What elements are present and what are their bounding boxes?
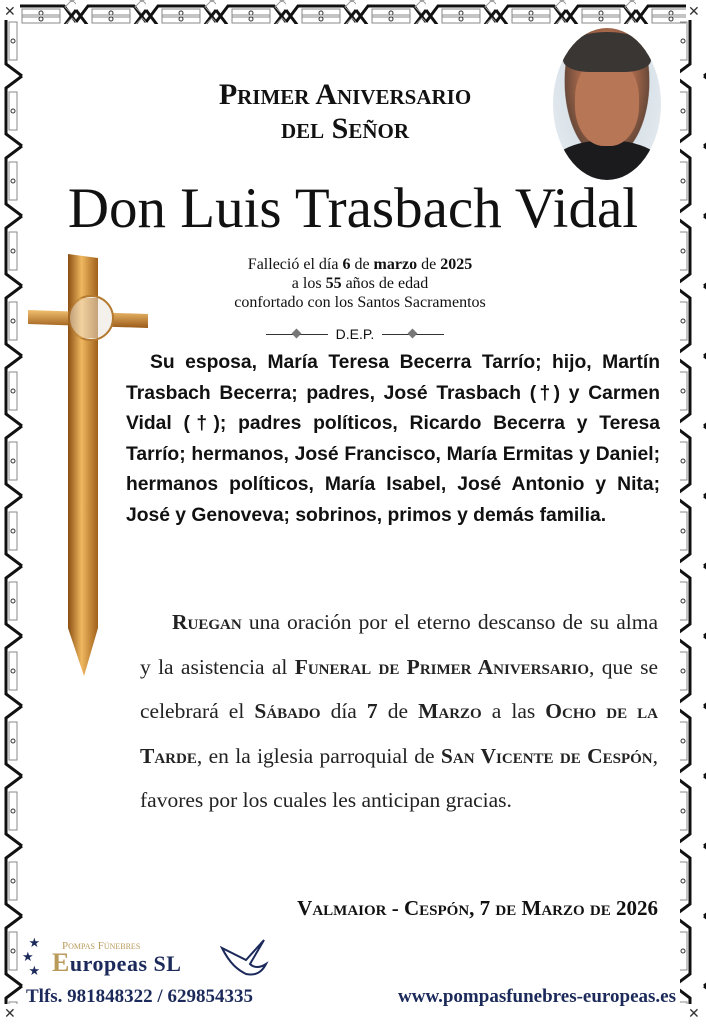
anniversary-title [150,78,540,146]
death-date-line [150,255,570,274]
emphasis-text: Funeral de Primer Aniversario [294,654,590,679]
dep-label: D.E.P. [335,326,375,342]
logo-subtitle: Pompas Fúnebres [62,940,141,952]
text-segment: , en la iglesia parroquial de [196,743,441,768]
age: 55 [325,275,342,292]
title-line-1: Primer Aniversario [218,78,472,111]
funeral-home-logo [20,934,280,984]
text: a los [291,275,326,292]
funeral-request-paragraph [140,600,658,823]
dep-divider [240,326,470,342]
emphasis-text: Ocho de la Tarde [140,699,658,768]
svg-text:✕: ✕ [4,1007,16,1022]
emphasis-text: Marzo [418,699,482,723]
text-segment: a las [481,699,546,723]
text-segment: , que se celebrará el [140,654,659,723]
emphasis-text: Ruegan [172,610,242,634]
month: marzo [373,256,418,273]
sacraments-line: confortado con los Santos Sacramentos [234,294,486,311]
ornament-rule-right [382,334,444,335]
age-line [150,274,570,293]
family-paragraph: Su esposa, María Teresa Becerra Tarrío; hijo, Martín Trasbach Becerra; padres, José Trasbach (†) y Carmen Vidal (†); padres políticos, Ricardo Becerra y Teresa Tarrío; hermanos, José Francisco, María Ermitas y Daniel; hermanos políticos, María Isabel, José Antonio y Nita; José y Genoveva; sobrinos, primos y demás familia. [126,352,660,526]
emphasis-text: Sábado [254,699,321,723]
deceased-photo [553,28,661,180]
text-segment: día [320,699,367,723]
text: de [417,256,441,273]
stars-icon: ★ ★ ★ [22,935,41,978]
logo-initial: E [52,948,70,977]
dove-icon [216,934,272,984]
text: años de edad [341,275,429,292]
death-info [150,255,570,312]
text-segment: una oración por el eterno descanso de su alma y la asistencia al [140,610,658,679]
emphasis-text: 7 [366,699,378,723]
day: 6 [342,256,351,273]
emphasis-text: San Vicente de Cespón [440,743,653,768]
logo-name-rest: uropeas SL [69,951,182,976]
text: Falleció el día [247,256,343,273]
title-line-2: del Señor [280,112,410,145]
website-link[interactable]: www.pompasfunebres-europeas.es [398,986,676,1007]
svg-text:✕: ✕ [4,5,16,20]
deceased-name: Don Luis Trasbach Vidal [67,177,639,240]
place-date-line: Valmaior - Cespón, 7 de Marzo de 2026 [297,896,658,920]
logo-name [52,948,181,978]
svg-text:✕: ✕ [688,5,700,20]
svg-text:✕: ✕ [688,1007,700,1022]
ornament-rule-left [266,334,328,335]
text-segment: , favores por los cuales les anticipan gracias. [140,743,659,812]
text-segment: de [377,699,419,723]
year: 2025 [440,256,473,273]
text: de [350,256,374,273]
phone-numbers: Tlfs. 981848322 / 629854335 [26,986,253,1007]
